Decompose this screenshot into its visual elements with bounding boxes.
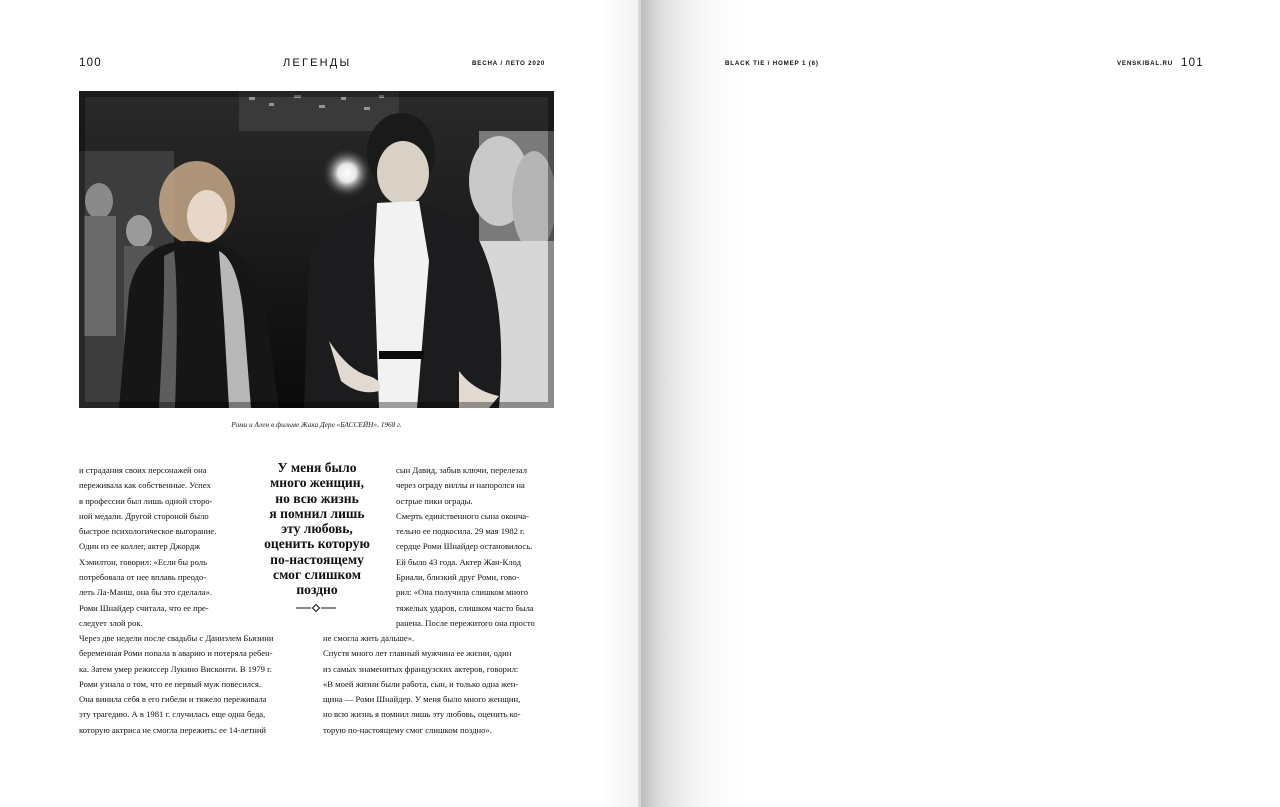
right-page-number: 101 <box>1181 57 1204 69</box>
text-line: ранена. После пережитого она просто <box>396 617 535 628</box>
website-label: VENSKIBAL.RU <box>1117 60 1174 67</box>
text-line: острые пики ограды. <box>396 495 473 506</box>
text-line: тяжелых ударов, слишком часто была <box>396 602 534 613</box>
text-line: но всю жизнь я помнил лишь эту любовь, оценить ко- <box>323 709 521 720</box>
feature-photo <box>79 91 554 408</box>
text-line: сын Давид, забыв ключи, перелезал <box>396 465 527 475</box>
text-line: Ей было 43 года. Актер Жан-Клод <box>396 556 521 567</box>
text-line: торую по-настоящему смог слишком поздно». <box>323 724 492 735</box>
body-column-a <box>79 463 239 631</box>
left-page-number: 100 <box>79 57 102 69</box>
diamond-ornament-icon <box>296 603 336 613</box>
text-line: Один из ее коллег, актер Джордж <box>79 541 201 552</box>
pull-quote-line: много женщин, <box>269 475 364 491</box>
pull-quote-line: У меня было <box>277 460 357 475</box>
text-line: через ограду виллы и напоролся на <box>396 480 525 491</box>
magazine-label: BLACK TIE / НОМЕР 1 (6) <box>725 60 819 67</box>
pull-quote-line: я помнил лишь <box>269 505 365 521</box>
gutter-shadow <box>600 0 638 807</box>
text-line: Она винила себя в его гибели и тяжело переживала <box>79 694 267 705</box>
text-line: рил: «Она получила слишком много <box>396 587 529 598</box>
text-line: Хэмилтон, говорил: «Если бы роль <box>79 556 207 567</box>
text-line: щина — Роми Шнайдер. У меня было много женщин, <box>323 694 521 705</box>
text-line: из самых знаменитых французских актеров, говорил: <box>323 663 519 674</box>
text-line: не смогла жить дальше». <box>323 633 415 643</box>
pull-quote-line: эту любовь, <box>281 521 353 537</box>
text-line: быстрое психологическое выгорание. <box>79 526 217 537</box>
text-line: «В моей жизни были работа, сын, и только одна жен- <box>323 678 519 689</box>
body-column-d <box>323 631 557 738</box>
text-line: тельно ее подкосила. 29 мая 1982 г. <box>396 526 525 537</box>
text-line: ной медали. Другой стороной было <box>79 510 209 521</box>
pull-quote <box>248 460 386 598</box>
body-column-b <box>79 631 311 738</box>
pull-quote-line: смог слишком <box>273 567 361 583</box>
left-page <box>0 0 638 807</box>
pull-quote-line: оценить которую <box>264 536 370 552</box>
text-line: которую актриса не смогла пережить: ее 14-летний <box>79 724 267 735</box>
pull-quote-line: поздно <box>296 582 338 598</box>
text-line: эту трагедию. А в 1981 г. случилась еще одна беда, <box>79 709 266 720</box>
pull-quote-line: но всю жизнь <box>275 490 359 506</box>
pull-quote-line: по-настоящему <box>270 551 364 567</box>
photo-illustration <box>79 91 554 408</box>
text-line: и страдания своих персонажей она <box>79 465 207 475</box>
section-title: ЛЕГЕНДЫ <box>283 57 352 69</box>
text-line: ка. Затем умер режиссер Лукино Висконти. В 1979 г. <box>79 663 272 674</box>
body-column-c <box>396 463 558 631</box>
text-line: следует злой рок. <box>79 617 143 628</box>
right-page <box>641 0 1280 807</box>
issue-label: ВЕСНА / ЛЕТО 2020 <box>472 60 546 67</box>
text-line: Через две недели после свадьбы с Даниэлем Бьязини <box>79 633 274 643</box>
text-line: Бриали, близкий друг Роми, гово- <box>396 572 520 583</box>
text-line: в профессии был лишь одной сторо- <box>79 495 213 506</box>
text-line: сердце Роми Шнайдер остановилось. <box>396 541 533 552</box>
photo-caption: Роми и Ален в фильме Жака Дере «БАССЕЙН», 1968 г. <box>231 420 402 429</box>
text-line: беременная Роми попала в аварию и потеряла ребен- <box>79 648 273 659</box>
text-line: леть Ла-Манш, она бы это сделала». <box>79 587 213 598</box>
text-line: переживала как собственные. Успех <box>79 480 211 491</box>
text-line: потребовала от нее вплавь преодо- <box>79 572 207 583</box>
text-line: Роми узнала о том, что ее первый муж повесился. <box>79 678 262 689</box>
text-line: Смерть единственного сына оконча- <box>396 510 529 521</box>
text-line: Спустя много лет главный мужчина ее жизни, один <box>323 648 512 659</box>
text-line: Роми Шнайдер считала, что ее пре- <box>79 602 209 613</box>
